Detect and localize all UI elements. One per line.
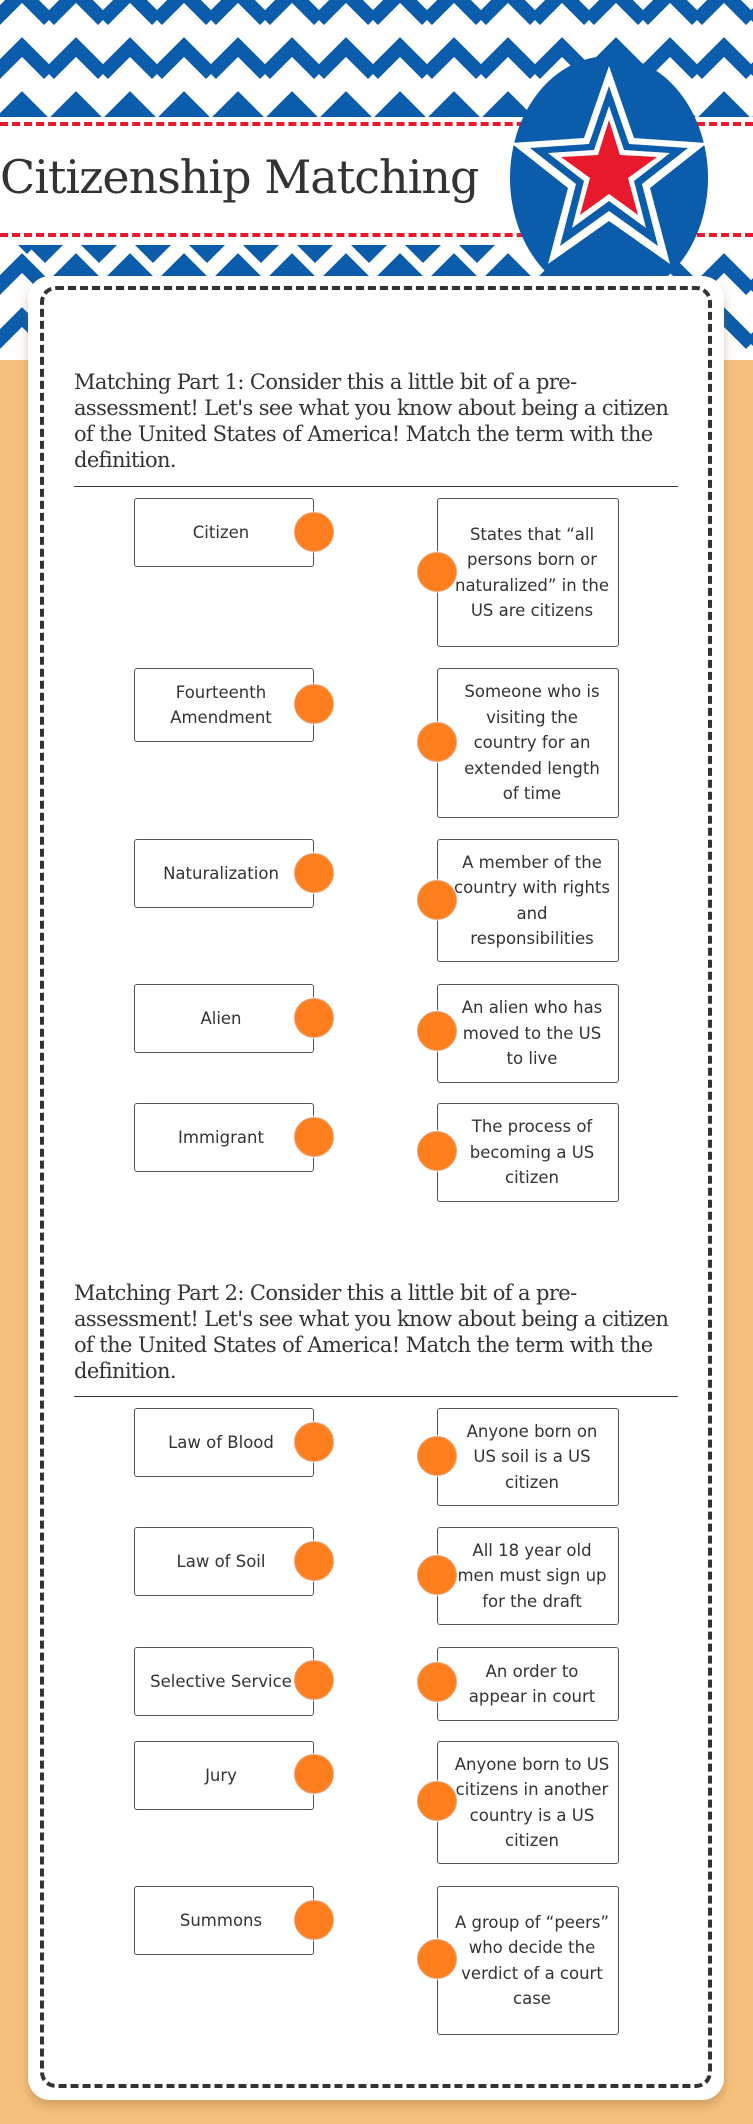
- definition-connector-dot[interactable]: [417, 1555, 457, 1595]
- definition-connector-dot[interactable]: [417, 1131, 457, 1171]
- term-connector-dot[interactable]: [294, 998, 334, 1038]
- term-card[interactable]: [134, 984, 314, 1053]
- definition-connector-dot[interactable]: [417, 1662, 457, 1702]
- term-connector-dot[interactable]: [294, 1660, 334, 1700]
- definition-connector-dot[interactable]: [417, 1939, 457, 1979]
- term-card[interactable]: [134, 839, 314, 908]
- term-card[interactable]: [134, 1886, 314, 1955]
- term-label: Selective Service: [150, 1671, 292, 1691]
- term-card[interactable]: [134, 1527, 314, 1596]
- term-label: Alien: [200, 1008, 242, 1028]
- term-label: Naturalization: [163, 863, 279, 883]
- definition-card[interactable]: [437, 1886, 619, 2035]
- definition-label: A member of the country with rights and responsibilities: [454, 852, 610, 948]
- definition-connector-dot[interactable]: [417, 552, 457, 592]
- definition-card[interactable]: [437, 1741, 619, 1864]
- definition-card[interactable]: [437, 1103, 619, 1202]
- definition-card[interactable]: [437, 984, 619, 1083]
- term-label: Law of Soil: [176, 1551, 266, 1571]
- term-label: Fourteenth Amendment: [170, 682, 272, 727]
- part-2-divider: [74, 1396, 678, 1397]
- term-label: Citizen: [192, 522, 250, 542]
- definition-label: States that “all persons born or naturalized” in the US are citizens: [454, 524, 609, 620]
- definition-connector-dot[interactable]: [417, 722, 457, 762]
- part-2-heading: Matching Part 2: Consider this a little bit of a pre-assessment! Let's see what you know about being a citizen of the United States of America! Match the term with the definition.: [74, 1281, 669, 1383]
- definition-label: Anyone born on US soil is a US citizen: [466, 1421, 598, 1492]
- definition-connector-dot[interactable]: [417, 1781, 457, 1821]
- definition-label: A group of “peers” who decide the verdict of a court case: [454, 1912, 610, 2008]
- term-connector-dot[interactable]: [294, 1900, 334, 1940]
- term-connector-dot[interactable]: [294, 853, 334, 893]
- term-label: Jury: [205, 1765, 237, 1785]
- term-card[interactable]: [134, 1741, 314, 1810]
- definition-card[interactable]: [437, 498, 619, 647]
- term-card[interactable]: [134, 1647, 314, 1716]
- definition-card[interactable]: [437, 839, 619, 962]
- part-1-divider: [74, 486, 678, 487]
- definition-label: Someone who is visiting the country for an extended length of time: [464, 682, 600, 804]
- definition-connector-dot[interactable]: [417, 1011, 457, 1051]
- definition-label: All 18 year old men must sign up for the draft: [457, 1540, 607, 1611]
- definition-card[interactable]: [437, 668, 619, 818]
- definition-label: Anyone born to US citizens in another country is a US citizen: [454, 1754, 610, 1850]
- term-connector-dot[interactable]: [294, 1754, 334, 1794]
- term-connector-dot[interactable]: [294, 1117, 334, 1157]
- page-title: Citizenship Matching: [0, 150, 479, 204]
- definition-card[interactable]: [437, 1527, 619, 1625]
- term-label: Summons: [179, 1910, 263, 1930]
- term-connector-dot[interactable]: [294, 1541, 334, 1581]
- definition-card[interactable]: [437, 1647, 619, 1721]
- definition-label: The process of becoming a US citizen: [469, 1117, 595, 1188]
- part-1-heading: Matching Part 1: Consider this a little bit of a pre-assessment! Let's see what you know about being a citizen of the United States of America! Match the term with the definition.: [74, 370, 669, 472]
- term-card[interactable]: [134, 1408, 314, 1477]
- star-icon: [508, 38, 710, 288]
- matching-card: [28, 276, 724, 2100]
- term-card[interactable]: [134, 1103, 314, 1172]
- term-connector-dot[interactable]: [294, 684, 334, 724]
- definition-connector-dot[interactable]: [417, 880, 457, 920]
- definition-label: An order to appear in court: [468, 1661, 596, 1706]
- term-label: Immigrant: [178, 1127, 264, 1147]
- term-connector-dot[interactable]: [294, 1422, 334, 1462]
- term-label: Law of Blood: [168, 1432, 274, 1452]
- term-connector-dot[interactable]: [294, 512, 334, 552]
- term-card[interactable]: [134, 668, 314, 742]
- definition-connector-dot[interactable]: [417, 1436, 457, 1476]
- definition-card[interactable]: [437, 1408, 619, 1506]
- term-card[interactable]: [134, 498, 314, 567]
- definition-label: An alien who has moved to the US to live: [461, 998, 603, 1069]
